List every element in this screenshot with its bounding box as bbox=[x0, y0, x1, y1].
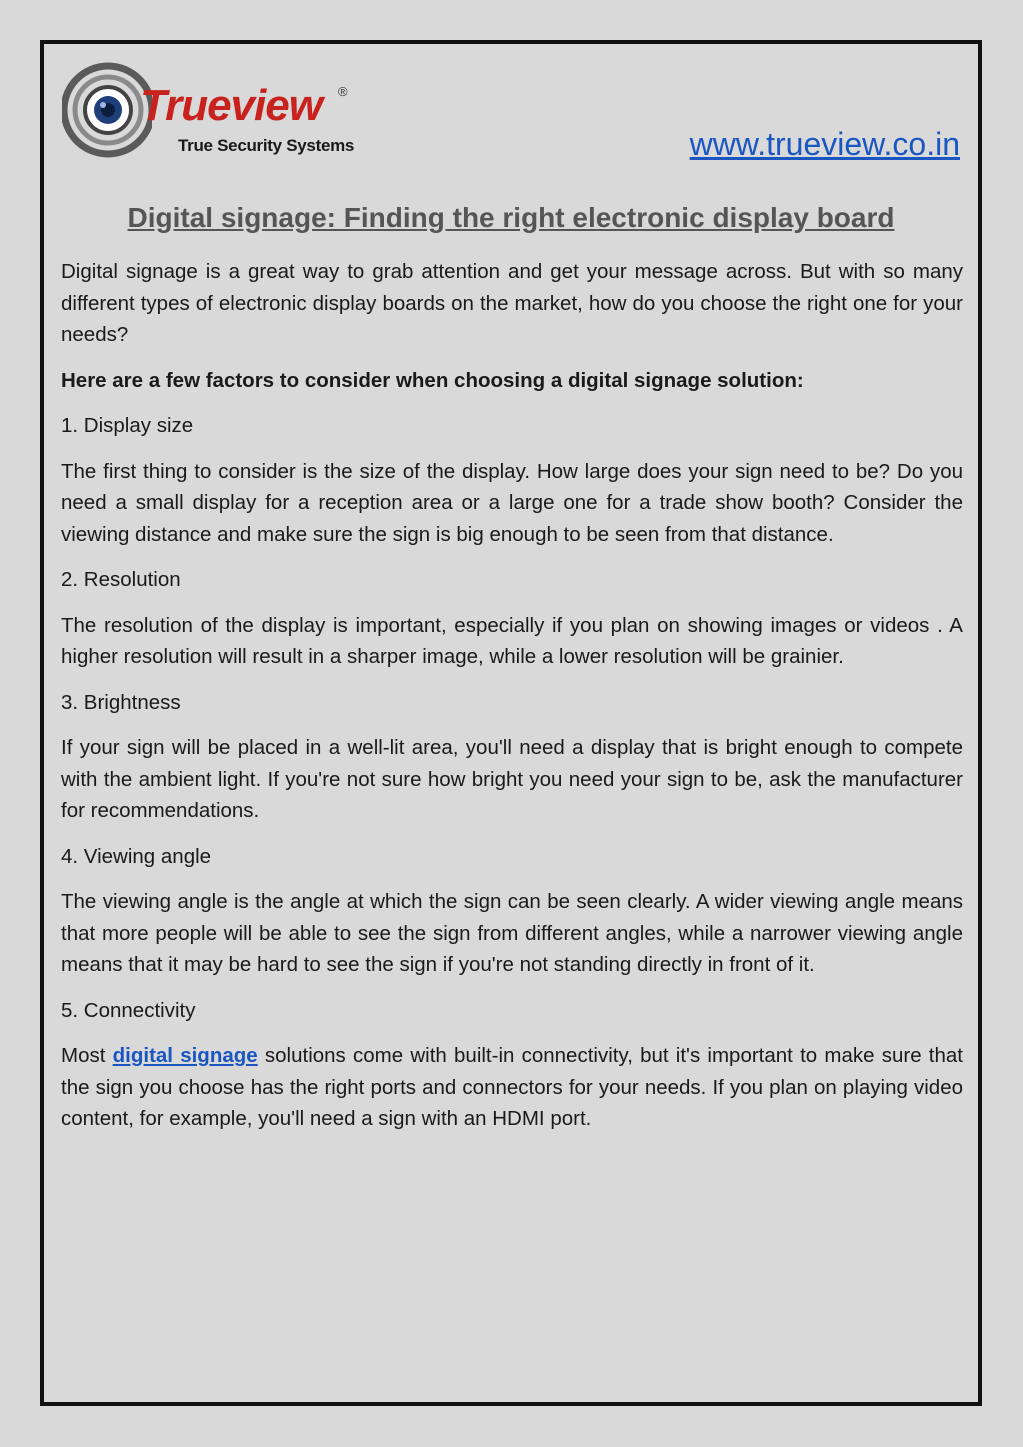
section-body-viewing-angle: The viewing angle is the angle at which the sign can be seen clearly. A wider viewing angle means that more people will be able to see the sign from different angles, while a narrower viewing angle means that it may be hard to see the sign if you're not standing directly in front of it. bbox=[61, 890, 963, 976]
connectivity-suffix: solutions come with built-in connectivity, but it's important to make sure that the sign you choose has the right ports and connectors for your needs. If you plan on playing video content, for example, you'll need a sign with an HDMI port. bbox=[61, 1044, 964, 1130]
section-heading-connectivity: 5. Connectivity bbox=[61, 998, 196, 1022]
registered-mark: ® bbox=[338, 84, 348, 99]
section-heading-display-size: 1. Display size bbox=[61, 414, 194, 437]
section-heading-viewing-angle: 4. Viewing angle bbox=[61, 844, 212, 868]
intro-paragraph: Digital signage is a great way to grab attention and get your message across. But with so many different types of electronic display boards on the market, how do you choose the right one for your needs? bbox=[61, 260, 963, 346]
section-body-display-size: The first thing to consider is the size of the display. How large does your sign need to be? Do you need a small display for a reception area or a large one for a trade show booth? Consider the viewing distance and make sure the sign is big enough to be seen from that distance. bbox=[61, 459, 963, 546]
camera-lens-icon bbox=[62, 60, 152, 160]
section-body-connectivity bbox=[61, 1040, 963, 1135]
website-link[interactable]: www.trueview.co.in bbox=[689, 126, 960, 162]
section-heading-brightness: 3. Brightness bbox=[61, 690, 181, 714]
section-body-brightness: If your sign will be placed in a well-lit area, you'll need a display that is bright enough to compete with the ambient light. If you're not sure how bright you need your sign to be, ask the manufacturer for recommendations. bbox=[61, 736, 963, 822]
trueview-logo bbox=[62, 60, 362, 160]
section-body-resolution: The resolution of the display is important, especially if you plan on showing images or videos . A higher resolution will result in a sharper image, while a lower resolution will be grainier. bbox=[61, 613, 963, 668]
article-body bbox=[61, 256, 963, 1149]
connectivity-prefix: Most bbox=[61, 1044, 113, 1067]
factors-heading: Here are a few factors to consider when choosing a digital signage solution: bbox=[61, 368, 804, 392]
article-title: Digital signage: Finding the right electronic display board bbox=[127, 202, 895, 233]
logo-tagline: True Security Systems bbox=[178, 136, 355, 155]
logo-wordmark: Trueview bbox=[140, 81, 322, 130]
section-heading-resolution: 2. Resolution bbox=[61, 568, 181, 591]
digital-signage-link[interactable]: digital signage bbox=[112, 1044, 258, 1067]
document-page bbox=[40, 40, 982, 1406]
